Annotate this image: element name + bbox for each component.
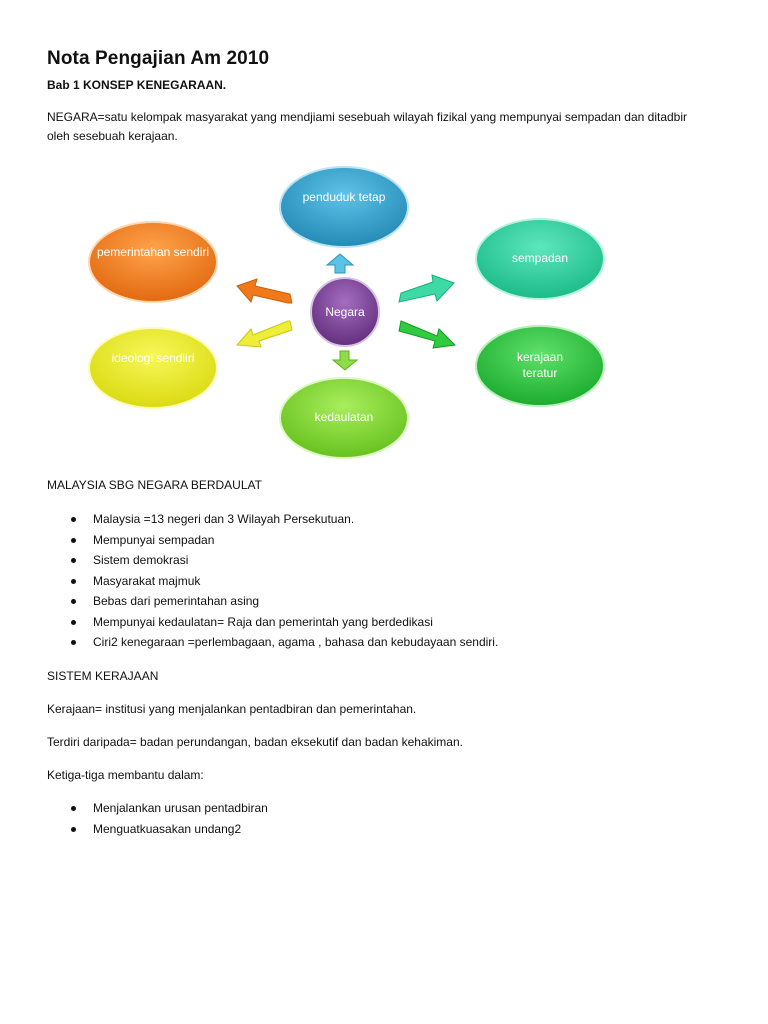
- list-item: Sistem demokrasi: [47, 550, 498, 571]
- arrow-left-bottom-icon: [237, 321, 292, 347]
- list-item: Malaysia =13 negeri dan 3 Wilayah Persekutuan.: [47, 509, 498, 530]
- chapter-heading: Bab 1 KONSEP KENEGARAAN.: [47, 78, 227, 92]
- arrow-right-bottom-icon: [399, 321, 455, 348]
- malaysia-list: [47, 509, 498, 653]
- node-right-bottom-label: kerajaan teratur: [516, 350, 564, 380]
- list-item: Mempunyai sempadan: [47, 530, 498, 551]
- arrow-right-top-icon: [399, 275, 454, 302]
- node-top-label: penduduk tetap: [302, 190, 386, 204]
- kenegaraan-diagram: [47, 155, 727, 465]
- kerajaan-roles-intro: Ketiga-tiga membantu dalam:: [47, 768, 204, 782]
- node-left-top-label: pemerintahan sendiri: [96, 245, 210, 259]
- kerajaan-definition: Kerajaan= institusi yang menjalankan pentadbiran dan pemerintahan.: [47, 702, 417, 716]
- arrow-down-icon: [333, 351, 357, 370]
- list-item: Ciri2 kenegaraan =perlembagaan, agama , bahasa dan kebudayaan sendiri.: [47, 632, 498, 653]
- document-title: Nota Pengajian Am 2010: [47, 48, 270, 69]
- list-item: Bebas dari pemerintahan asing: [47, 591, 498, 612]
- node-bottom-label: kedaulatan: [314, 410, 374, 424]
- negara-definition: NEGARA=satu kelompak masyarakat yang mendjiami sesebuah wilayah fizikal yang mempunyai sempadan dan ditadbir oleh sesebuah kerajaan.: [47, 110, 687, 143]
- list-item: Masyarakat majmuk: [47, 571, 498, 592]
- arrow-up-icon: [327, 254, 353, 273]
- node-left-top-shape: [89, 222, 217, 302]
- arrow-left-top-icon: [237, 279, 292, 303]
- kerajaan-list: [47, 798, 268, 839]
- kerajaan-heading: SISTEM KERAJAAN: [47, 669, 159, 683]
- list-item: Menguatkuasakan undang2: [47, 819, 268, 840]
- node-top-shape: [280, 167, 408, 247]
- node-right-top-label: sempadan: [511, 251, 569, 265]
- center-node-label: Negara: [325, 305, 365, 319]
- list-item: Mempunyai kedaulatan= Raja dan pemerintah yang berdedikasi: [47, 612, 498, 633]
- list-item: Menjalankan urusan pentadbiran: [47, 798, 268, 819]
- malaysia-heading: MALAYSIA SBG NEGARA BERDAULAT: [47, 478, 262, 492]
- node-left-bottom-label: ideologi sendiiri: [111, 351, 195, 365]
- node-left-bottom-shape: [89, 328, 217, 408]
- kerajaan-composition: Terdiri daripada= badan perundangan, badan eksekutif dan badan kehakiman.: [47, 735, 463, 749]
